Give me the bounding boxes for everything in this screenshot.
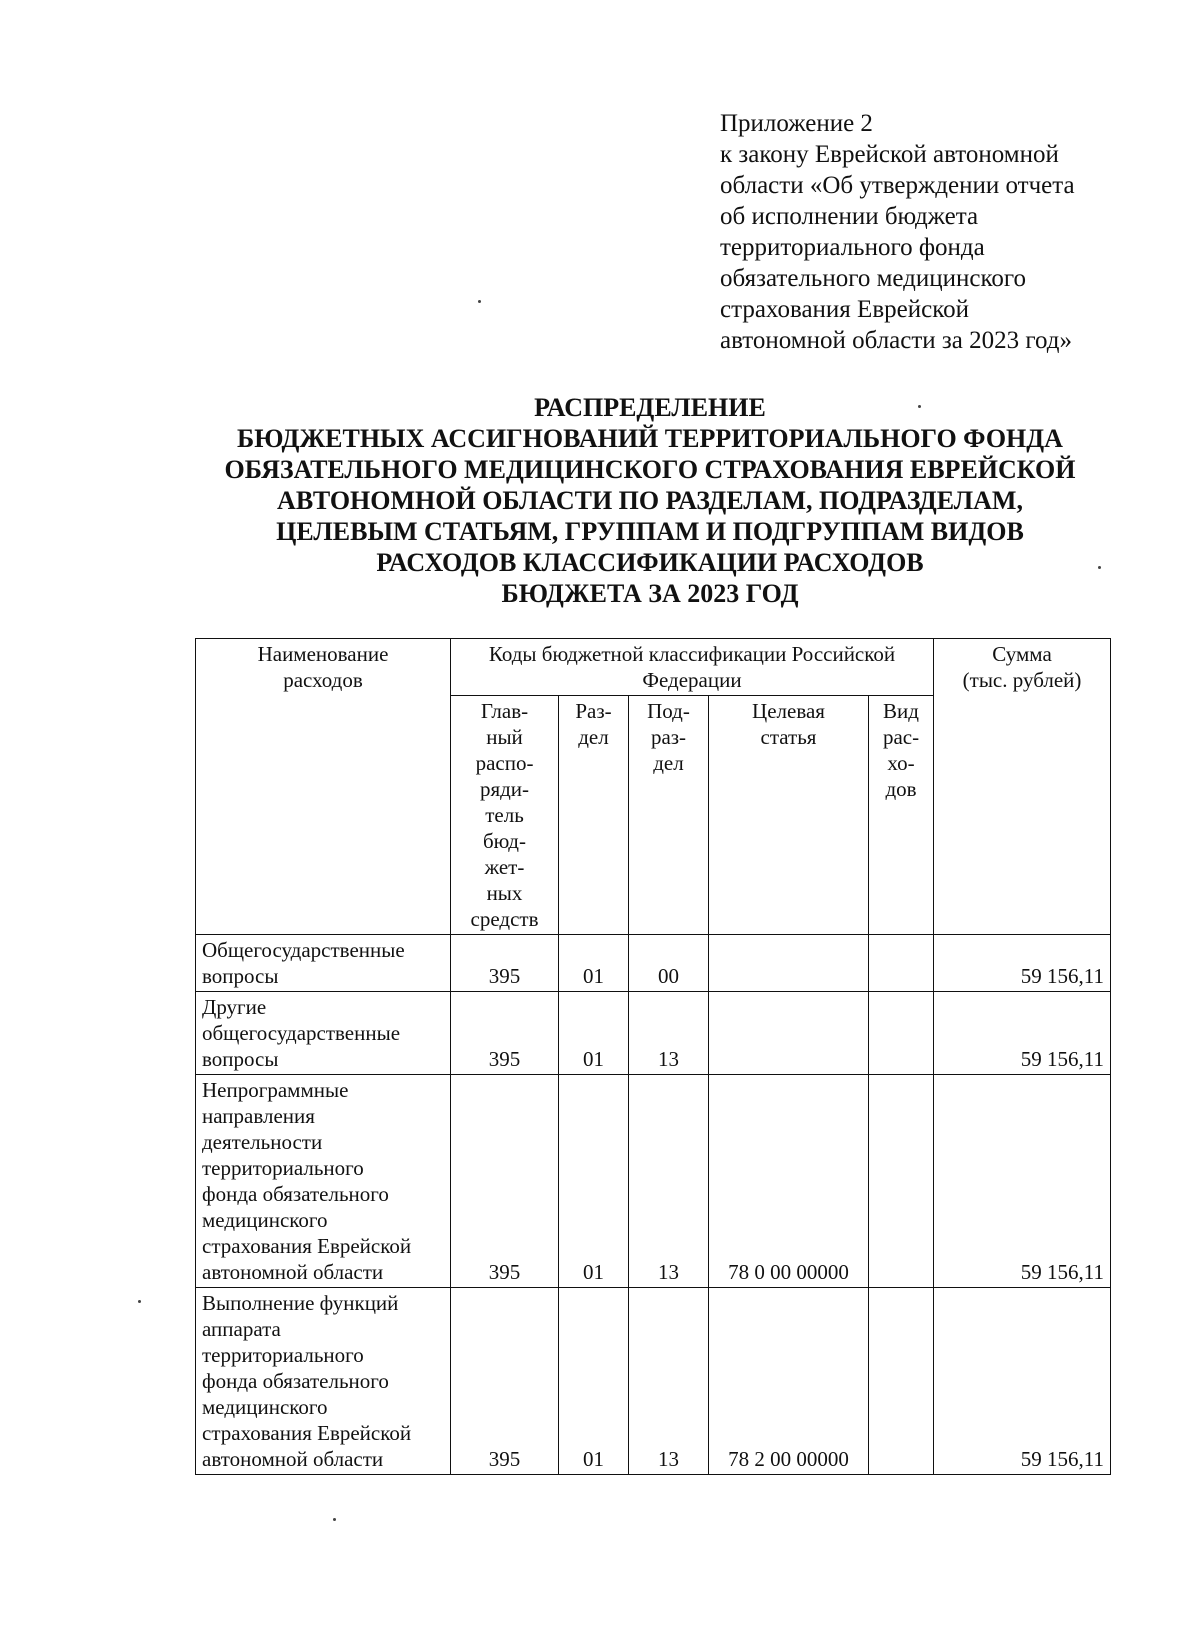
text-line: Непрограммные (202, 1078, 349, 1102)
text-line: ряди- (479, 777, 530, 801)
text-line: раз- (650, 725, 687, 749)
text-line: территориального (202, 1156, 364, 1180)
text-line: Под- (647, 699, 690, 723)
title-line: БЮДЖЕТНЫХ АССИГНОВАНИЙ ТЕРРИТОРИАЛЬНОГО ФОНДА (237, 424, 1063, 453)
text-line: ный (486, 725, 523, 749)
text-line: Другие (202, 995, 267, 1019)
appendix-line: области «Об утверждении отчета (720, 172, 1075, 199)
document-title (190, 392, 1110, 609)
appendix-reference (720, 108, 1140, 356)
text-line: Раз- (575, 699, 612, 723)
appendix-line: автономной области за 2023 год» (720, 327, 1073, 354)
header-section (559, 696, 629, 935)
title-line: БЮДЖЕТА ЗА 2023 ГОД (501, 579, 799, 608)
header-expense-type (869, 696, 934, 935)
text-line: дел (653, 751, 684, 775)
appendix-line: территориального фонда (720, 234, 985, 261)
row-chief-administrator: 395 (451, 935, 559, 992)
row-name (196, 1075, 451, 1288)
row-expense-type (869, 992, 934, 1075)
table-row (196, 1075, 1111, 1288)
text-line: (тыс. рублей) (962, 668, 1082, 692)
header-chief-administrator (451, 696, 559, 935)
text-line: автономной области (202, 1447, 384, 1471)
table-row (196, 935, 1111, 992)
row-subsection: 00 (629, 935, 709, 992)
text-line: территориального (202, 1343, 364, 1367)
row-section: 01 (559, 1075, 629, 1288)
row-section: 01 (559, 992, 629, 1075)
text-line: бюд- (483, 829, 526, 853)
text-line: медицинского (202, 1395, 328, 1419)
text-line: статья (760, 725, 817, 749)
text-line: автономной области (202, 1260, 384, 1284)
row-expense-type (869, 1075, 934, 1288)
appendix-line: об исполнении бюджета (720, 203, 979, 230)
header-codes-group (451, 639, 934, 696)
text-line: медицинского (202, 1208, 328, 1232)
text-line: деятельности (202, 1130, 323, 1154)
text-line: дов (885, 777, 917, 801)
row-sum: 59 156,11 (934, 935, 1111, 992)
row-expense-type (869, 935, 934, 992)
appendix-line: обязательного медицинского (720, 265, 1027, 292)
title-line: РАСПРЕДЕЛЕНИЕ (534, 393, 766, 422)
row-name (196, 992, 451, 1075)
row-sum: 59 156,11 (934, 992, 1111, 1075)
row-name (196, 935, 451, 992)
text-line: страхования Еврейской (202, 1234, 412, 1258)
text-line: Сумма (992, 642, 1052, 666)
header-row-top (196, 639, 1111, 696)
text-line: аппарата (202, 1317, 281, 1341)
row-chief-administrator: 395 (451, 992, 559, 1075)
text-line: фонда обязательного (202, 1369, 389, 1393)
appendix-line: к закону Еврейской автономной (720, 141, 1059, 168)
text-line: Выполнение функций (202, 1291, 399, 1315)
row-subsection: 13 (629, 992, 709, 1075)
text-line: Глав- (480, 699, 529, 723)
row-chief-administrator: 395 (451, 1075, 559, 1288)
header-target-article (709, 696, 869, 935)
row-section: 01 (559, 935, 629, 992)
table-row (196, 1288, 1111, 1475)
text-line: направления (202, 1104, 315, 1128)
text-line: фонда обязательного (202, 1182, 389, 1206)
scan-speck (918, 405, 921, 408)
text-line: Вид (883, 699, 919, 723)
scan-speck (138, 1300, 141, 1303)
title-line: ОБЯЗАТЕЛЬНОГО МЕДИЦИНСКОГО СТРАХОВАНИЯ ЕВРЕЙСКОЙ (224, 455, 1076, 484)
header-subsection (629, 696, 709, 935)
text-line: дел (578, 725, 609, 749)
row-subsection: 13 (629, 1288, 709, 1475)
appendix-line: страхования Еврейской (720, 296, 969, 323)
text-line: Федерации (642, 668, 742, 692)
text-line: распо- (475, 751, 534, 775)
row-chief-administrator: 395 (451, 1288, 559, 1475)
row-section: 01 (559, 1288, 629, 1475)
text-line: Коды бюджетной классификации Российской (488, 642, 896, 666)
text-line: страхования Еврейской (202, 1421, 412, 1445)
row-target-article (709, 935, 869, 992)
scan-speck (478, 300, 481, 303)
row-target-article: 78 0 00 00000 (709, 1075, 869, 1288)
appendix-line: Приложение 2 (720, 110, 873, 137)
text-line: ных (486, 881, 523, 905)
row-sum: 59 156,11 (934, 1075, 1111, 1288)
text-line: Целевая (752, 699, 825, 723)
row-target-article: 78 2 00 00000 (709, 1288, 869, 1475)
scan-speck (1098, 566, 1101, 569)
header-sum (934, 639, 1111, 935)
table-row (196, 992, 1111, 1075)
text-line: общегосударственные (202, 1021, 401, 1045)
text-line: хо- (887, 751, 915, 775)
row-name (196, 1288, 451, 1475)
text-line: вопросы (202, 1047, 279, 1071)
text-line: средств (470, 907, 539, 931)
text-line: Общегосударственные (202, 938, 405, 962)
text-line: вопросы (202, 964, 279, 988)
scan-speck (333, 1518, 336, 1521)
row-subsection: 13 (629, 1075, 709, 1288)
row-target-article (709, 992, 869, 1075)
budget-table (195, 638, 1111, 1475)
header-name (196, 639, 451, 935)
text-line: жет- (484, 855, 525, 879)
text-line: тель (485, 803, 524, 827)
text-line: Наименование (257, 642, 389, 666)
row-expense-type (869, 1288, 934, 1475)
text-line: рас- (882, 725, 920, 749)
title-line: РАСХОДОВ КЛАССИФИКАЦИИ РАСХОДОВ (376, 548, 924, 577)
title-line: АВТОНОМНОЙ ОБЛАСТИ ПО РАЗДЕЛАМ, ПОДРАЗДЕЛАМ, (277, 486, 1023, 515)
title-line: ЦЕЛЕВЫМ СТАТЬЯМ, ГРУППАМ И ПОДГРУППАМ ВИДОВ (276, 517, 1024, 546)
text-line: расходов (283, 668, 363, 692)
row-sum: 59 156,11 (934, 1288, 1111, 1475)
